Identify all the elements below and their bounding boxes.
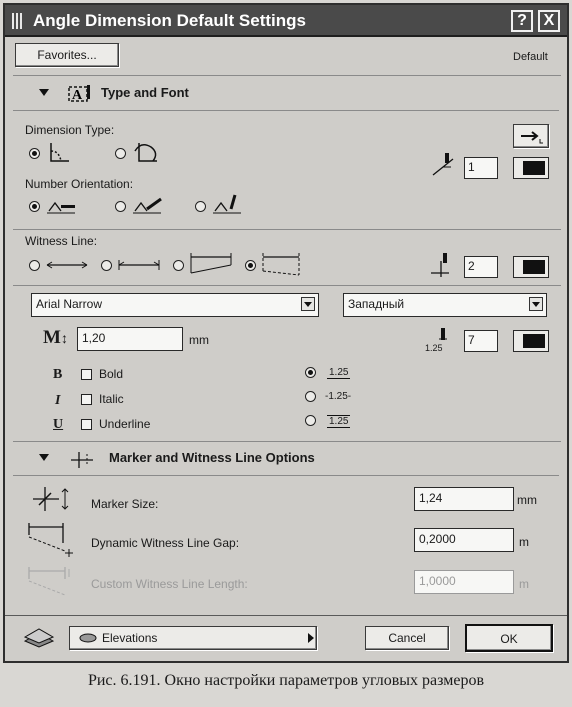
orientation-horizontal-icon bbox=[45, 193, 81, 217]
format-option-1: 1.25 bbox=[329, 367, 349, 378]
witness-gap-icon bbox=[25, 519, 77, 561]
orientation-aligned-icon bbox=[131, 193, 167, 217]
type-font-icon bbox=[65, 83, 95, 105]
angle-dimension-icon bbox=[45, 139, 79, 167]
grip-icon bbox=[12, 13, 24, 29]
gap-label: Dynamic Witness Line Gap: bbox=[91, 536, 240, 550]
default-label: Default bbox=[513, 51, 548, 63]
custom-length-field[interactable]: 1,0000 bbox=[414, 570, 514, 594]
chevron-down-icon bbox=[301, 297, 315, 311]
marker-size-label: Marker Size: bbox=[91, 497, 159, 511]
format-radio-3[interactable] bbox=[305, 415, 316, 426]
italic-icon: I bbox=[55, 393, 61, 408]
witness-short-icon bbox=[115, 255, 163, 275]
angle-dimension-alt-icon bbox=[131, 139, 165, 167]
bold-icon: B bbox=[53, 367, 63, 382]
format-radio-1[interactable] bbox=[305, 367, 316, 378]
witness-line-radio-2[interactable] bbox=[101, 260, 112, 271]
dimension-type-label: Dimension Type: bbox=[25, 123, 115, 137]
bold-checkbox[interactable] bbox=[81, 369, 92, 380]
text-pen-color-swatch[interactable] bbox=[513, 330, 549, 352]
help-button[interactable]: ? bbox=[511, 10, 533, 32]
dimension-line-pen-icon bbox=[429, 151, 459, 179]
witness-fixed-icon bbox=[187, 251, 235, 279]
witness-line-radio-3[interactable] bbox=[173, 260, 184, 271]
marker-size-unit: mm bbox=[517, 493, 537, 507]
marker-section-header[interactable] bbox=[13, 442, 559, 476]
ok-button[interactable]: OK bbox=[465, 624, 553, 652]
orientation-radio-2[interactable] bbox=[115, 201, 126, 212]
divider bbox=[13, 229, 561, 230]
custom-length-label: Custom Witness Line Length: bbox=[91, 577, 248, 591]
text-size-unit: mm bbox=[189, 333, 209, 347]
layer-select-value: Elevations bbox=[102, 631, 158, 645]
format-radio-2[interactable] bbox=[305, 391, 316, 402]
custom-length-icon bbox=[25, 565, 77, 599]
dimension-type-radio-1[interactable] bbox=[29, 148, 40, 159]
layers-icon bbox=[23, 627, 57, 649]
script-select[interactable] bbox=[343, 293, 547, 317]
figure-caption: Рис. 6.191. Окно настройки параметров угловых размеров bbox=[87, 672, 485, 689]
gap-field[interactable]: 0,2000 bbox=[414, 528, 514, 552]
cancel-button[interactable]: Cancel bbox=[365, 626, 449, 650]
italic-checkbox[interactable] bbox=[81, 394, 92, 405]
window-title: Angle Dimension Default Settings bbox=[33, 11, 306, 30]
italic-label: Italic bbox=[99, 392, 124, 406]
custom-length-unit: m bbox=[519, 577, 529, 591]
title-bar[interactable] bbox=[5, 5, 567, 37]
bold-label: Bold bbox=[99, 367, 124, 381]
close-button[interactable]: X bbox=[538, 10, 560, 32]
collapse-triangle-icon[interactable] bbox=[39, 454, 49, 461]
text-size-field[interactable]: 1,20 bbox=[77, 327, 183, 351]
type-font-section-header[interactable] bbox=[13, 77, 559, 111]
layer-icon bbox=[78, 632, 98, 644]
text-pen-weight: 1.25 bbox=[425, 343, 443, 353]
dimension-line-pen-field[interactable]: 1 bbox=[464, 157, 498, 179]
underline-label: Underline bbox=[99, 417, 151, 431]
witness-line-color-swatch[interactable] bbox=[513, 256, 549, 278]
type-font-section-title: Type and Font bbox=[101, 85, 189, 100]
chevron-right-icon bbox=[308, 633, 314, 643]
layer-select[interactable] bbox=[69, 626, 317, 650]
script-select-value: Западный bbox=[348, 297, 405, 311]
arrow-right-icon bbox=[514, 125, 548, 147]
witness-dynamic-icon bbox=[259, 251, 307, 279]
dialog-window bbox=[3, 3, 569, 663]
divider bbox=[5, 615, 567, 616]
dimension-line-color-swatch[interactable] bbox=[513, 157, 549, 179]
import-button[interactable] bbox=[513, 124, 549, 148]
orientation-radio-3[interactable] bbox=[195, 201, 206, 212]
font-select-value: Arial Narrow bbox=[36, 297, 103, 311]
text-size-icon: M↕ bbox=[43, 327, 68, 348]
font-select[interactable] bbox=[31, 293, 319, 317]
text-pen-icon bbox=[425, 327, 455, 343]
format-option-2: -1.25- bbox=[325, 391, 352, 402]
witness-line-radio-4[interactable] bbox=[245, 260, 256, 271]
witness-line-pen-icon bbox=[427, 251, 457, 279]
marker-size-icon bbox=[29, 483, 77, 513]
format-option-3: 1.25 bbox=[329, 416, 349, 427]
witness-line-label: Witness Line: bbox=[25, 234, 98, 248]
witness-line-pen-field[interactable]: 2 bbox=[464, 256, 498, 278]
favorites-button[interactable]: Favorites... bbox=[15, 43, 119, 67]
divider bbox=[13, 75, 561, 76]
marker-section-title: Marker and Witness Line Options bbox=[109, 450, 315, 465]
gap-unit: m bbox=[519, 535, 529, 549]
marker-icon bbox=[67, 448, 97, 472]
witness-line-radio-1[interactable] bbox=[29, 260, 40, 271]
svg-text:A: A bbox=[72, 88, 83, 103]
text-pen-field[interactable]: 7 bbox=[464, 330, 498, 352]
orientation-vertical-icon bbox=[211, 191, 247, 217]
orientation-radio-1[interactable] bbox=[29, 201, 40, 212]
underline-checkbox[interactable] bbox=[81, 419, 92, 430]
marker-size-field[interactable]: 1,24 bbox=[414, 487, 514, 511]
underline-icon: U bbox=[53, 417, 64, 432]
collapse-triangle-icon[interactable] bbox=[39, 89, 49, 96]
chevron-down-icon bbox=[529, 297, 543, 311]
dimension-type-radio-2[interactable] bbox=[115, 148, 126, 159]
divider bbox=[13, 285, 561, 286]
number-orientation-label: Number Orientation: bbox=[25, 177, 134, 191]
witness-none-icon bbox=[43, 255, 91, 275]
